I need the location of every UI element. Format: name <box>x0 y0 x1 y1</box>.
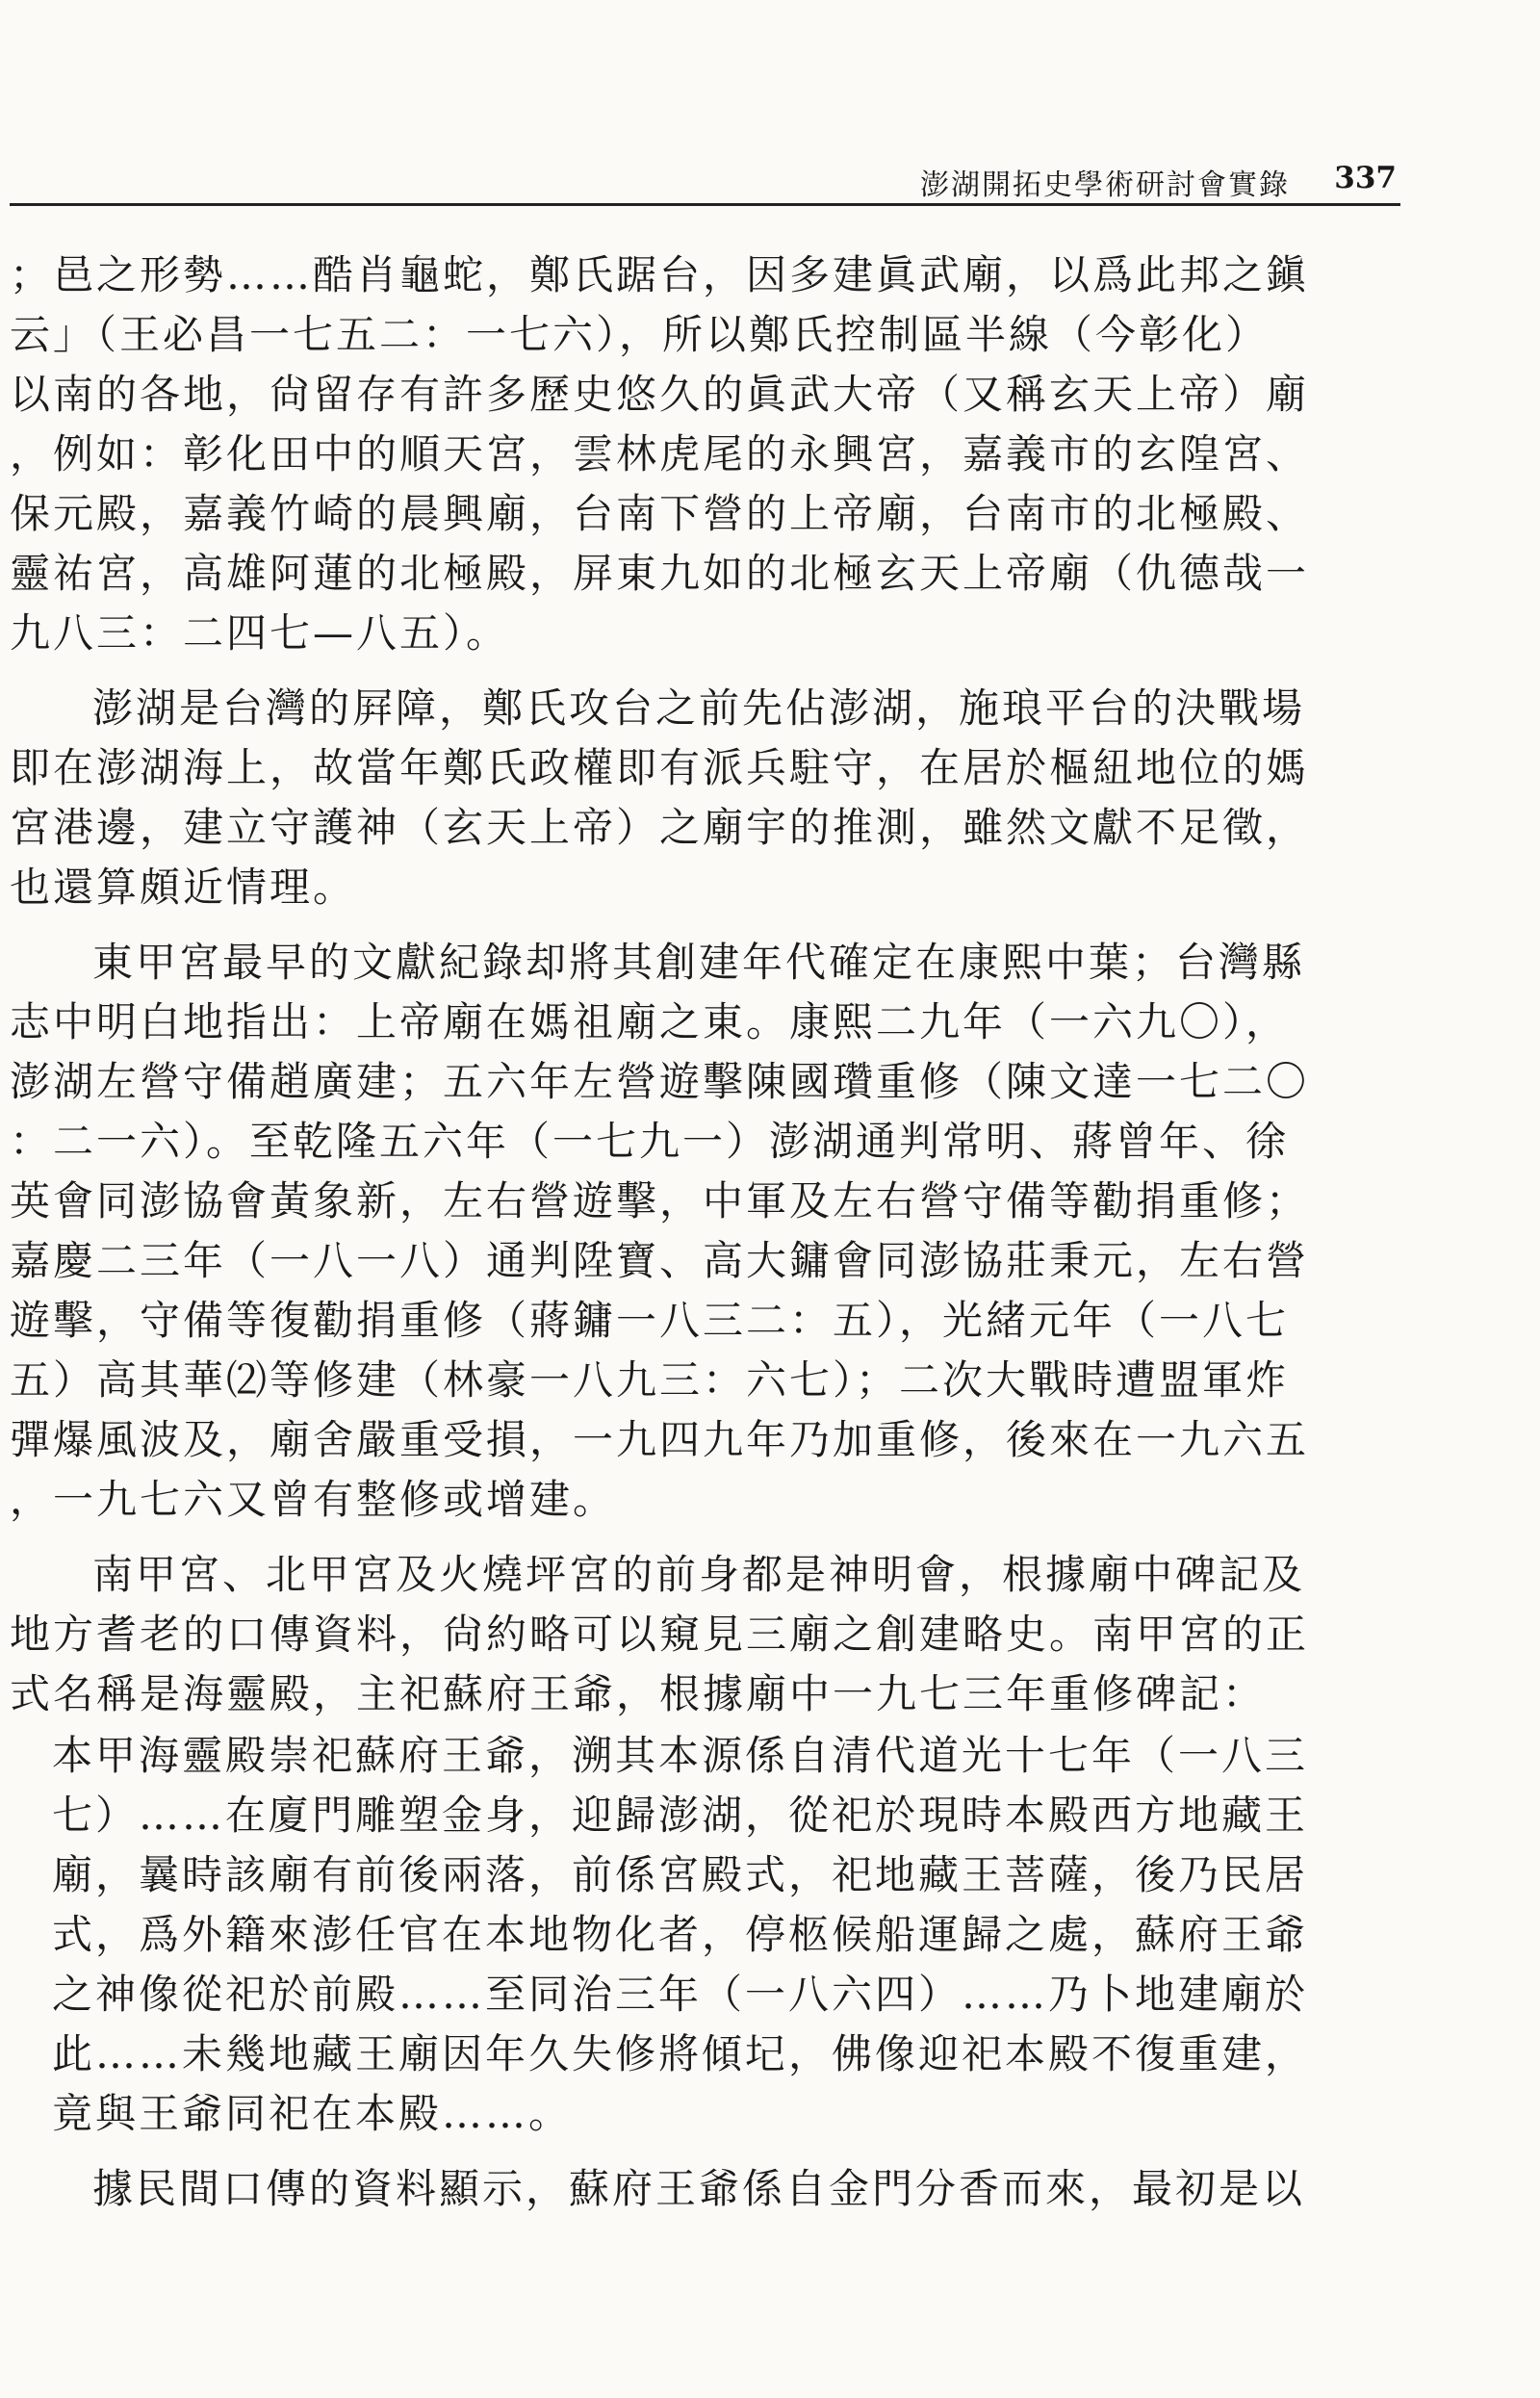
text-line: 式名稱是海靈殿，主祀蘇府王爺，根據廟中一九七三年重修碑記： <box>10 1670 1267 1717</box>
page-number: 337 <box>1334 161 1397 195</box>
paragraph-oral-tradition <box>10 2159 1396 2219</box>
paragraph-three-temples <box>10 1545 1396 1724</box>
text-line: 地方耆老的口傳資料，尙約略可以窺見三廟之創建略史。南甲宮的正 <box>10 1611 1310 1658</box>
text-line: 遊擊，守備等復勸捐重修（蔣鏞一八三二：五），光緒元年（一八七 <box>10 1297 1290 1344</box>
quote-line: 本甲海靈殿崇祀蘇府王爺，溯其本源係自清代道光十七年（一八三 <box>52 1732 1309 1779</box>
block-quote <box>10 1726 1396 2144</box>
text-line: 澎湖左營守備趙廣建；五六年左營遊擊陳國瓚重修（陳文達一七二〇 <box>10 1058 1310 1105</box>
text-line: 東甲宮最早的文獻紀錄却將其創建年代確定在康熙中葉；台灣縣 <box>92 939 1306 986</box>
text-line: ；邑之形勢……酷肖龜蛇，鄭氏踞台，因多建眞武廟，以爲此邦之鎭 <box>10 251 1310 298</box>
text-line: 云」（王必昌一七五二：一七六），所以鄭氏控制區半線（今彰化） <box>10 311 1270 358</box>
paragraph-continued <box>10 245 1396 663</box>
quote-line: 之神像從祀於前殿……至同治三年（一八六四）……乃卜地建廟於 <box>52 1971 1309 2018</box>
text-line: 宮港邊，建立守護神（玄天上帝）之廟宇的推測，雖然文獻不足徵， <box>10 804 1310 851</box>
text-line: 五）高其華⑵等修建（林豪一八九三：六七）；二次大戰時遭盟軍炸 <box>10 1356 1290 1404</box>
text-line: 九八三：二四七—八五）。 <box>10 609 510 657</box>
text-line: 志中明白地指出：上帝廟在媽祖廟之東。康熙二九年（一六九〇）， <box>10 998 1290 1045</box>
text-line: 南甲宮、北甲宮及火燒坪宮的前身都是神明會，根據廟中碑記及 <box>92 1551 1306 1598</box>
page-header <box>10 159 1400 206</box>
text-line: 據民間口傳的資料顯示，蘇府王爺係自金門分香而來，最初是以 <box>92 2165 1306 2212</box>
text-line: 彈爆風波及，廟舍嚴重受損，一九四九年乃加重修，後來在一九六五 <box>10 1416 1310 1463</box>
text-line: 澎湖是台灣的屛障，鄭氏攻台之前先佔澎湖，施琅平台的決戰場 <box>92 684 1306 732</box>
paragraph-dongjia-temple <box>10 933 1396 1530</box>
text-line: ：二一六）。至乾隆五六年（一七九一）澎湖通判常明、蔣曾年、徐 <box>10 1118 1290 1165</box>
text-line: 保元殿，嘉義竹崎的晨興廟，台南下營的上帝廟，台南市的北極殿、 <box>10 490 1310 537</box>
paragraph-penghu-defense <box>10 679 1396 917</box>
text-line: 即在澎湖海上，故當年鄭氏政權即有派兵駐守，在居於樞紐地位的媽 <box>10 744 1310 791</box>
text-line: 嘉慶二三年（一八一八）通判陞寶、高大鏞會同澎協莊秉元，左右營 <box>10 1237 1310 1284</box>
quote-line: 竟與王爺同祀在本殿……。 <box>52 2090 573 2137</box>
quote-line: 式，爲外籍來澎任官在本地物化者，停柩候船運歸之處，蘇府王爺 <box>52 1911 1309 1958</box>
text-line: 靈祐宮，高雄阿蓮的北極殿，屏東九如的北極玄天上帝廟（仇德哉一 <box>10 550 1310 597</box>
quote-line: 七）……在廈門雕塑金身，迎歸澎湖，從祀於現時本殿西方地藏王 <box>52 1792 1309 1839</box>
running-title: 澎湖開拓史學術研討會實錄 <box>920 168 1290 202</box>
text-line: 以南的各地，尙留存有許多歷史悠久的眞武大帝（又稱玄天上帝）廟 <box>10 371 1310 418</box>
body-text <box>10 245 1396 2219</box>
quote-line: 廟，曩時該廟有前後兩落，前係宮殿式，祀地藏王菩薩，後乃民居 <box>52 1851 1309 1898</box>
text-line: 也還算頗近情理。 <box>10 864 357 911</box>
quote-line: 此……未幾地藏王廟因年久失修將傾圮，佛像迎祀本殿不復重建， <box>52 2030 1309 2077</box>
text-line: ，一九七六又曾有整修或增建。 <box>10 1476 617 1523</box>
text-line: 英會同澎協會黃象新，左右營遊擊，中軍及左右營守備等勸捐重修； <box>10 1177 1310 1225</box>
text-line: ，例如：彰化田中的順天宮，雲林虎尾的永興宮，嘉義市的玄隍宮、 <box>10 430 1310 477</box>
